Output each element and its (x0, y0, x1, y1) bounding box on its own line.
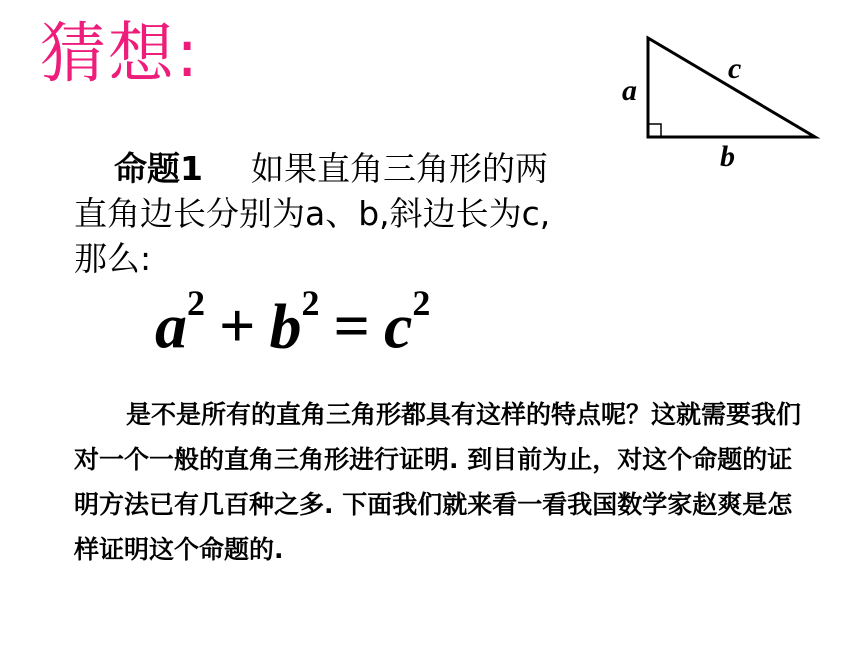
proposition-line-1: 如果直角三角形的两 (250, 149, 548, 188)
formula-exp-c: 2 (412, 283, 431, 323)
proposition-line-2: 直角边长分别为a、b,斜边长为c, (74, 194, 551, 233)
formula-a: a (155, 290, 187, 362)
side-b-label: b (720, 140, 735, 173)
formula-equals: = (333, 290, 370, 362)
side-c-label: c (728, 52, 742, 85)
pythagorean-formula (155, 278, 430, 361)
proposition-label: 命题1 (114, 149, 203, 188)
formula-exp-b: 2 (301, 283, 320, 323)
proposition-line-3: 那么: (74, 239, 152, 278)
side-a-label: a (622, 74, 637, 107)
formula-plus: + (219, 290, 256, 362)
proposition-text (74, 146, 634, 281)
right-triangle-figure (620, 30, 830, 175)
right-angle-mark (648, 124, 661, 137)
slide-title: 猜想: (40, 15, 201, 92)
formula-b: b (269, 290, 302, 362)
formula-c: c (383, 290, 413, 362)
formula-exp-a: 2 (187, 283, 205, 323)
explanation-paragraph: 是不是所有的直角三角形都具有这样的特点呢？这就需要我们对一个一般的直角三角形进行证明. 到目前为止，对这个命题的证明方法已有几百种之多. 下面我们就来看一看我国数学家赵爽是怎样证明这个命题的. (74, 400, 802, 564)
